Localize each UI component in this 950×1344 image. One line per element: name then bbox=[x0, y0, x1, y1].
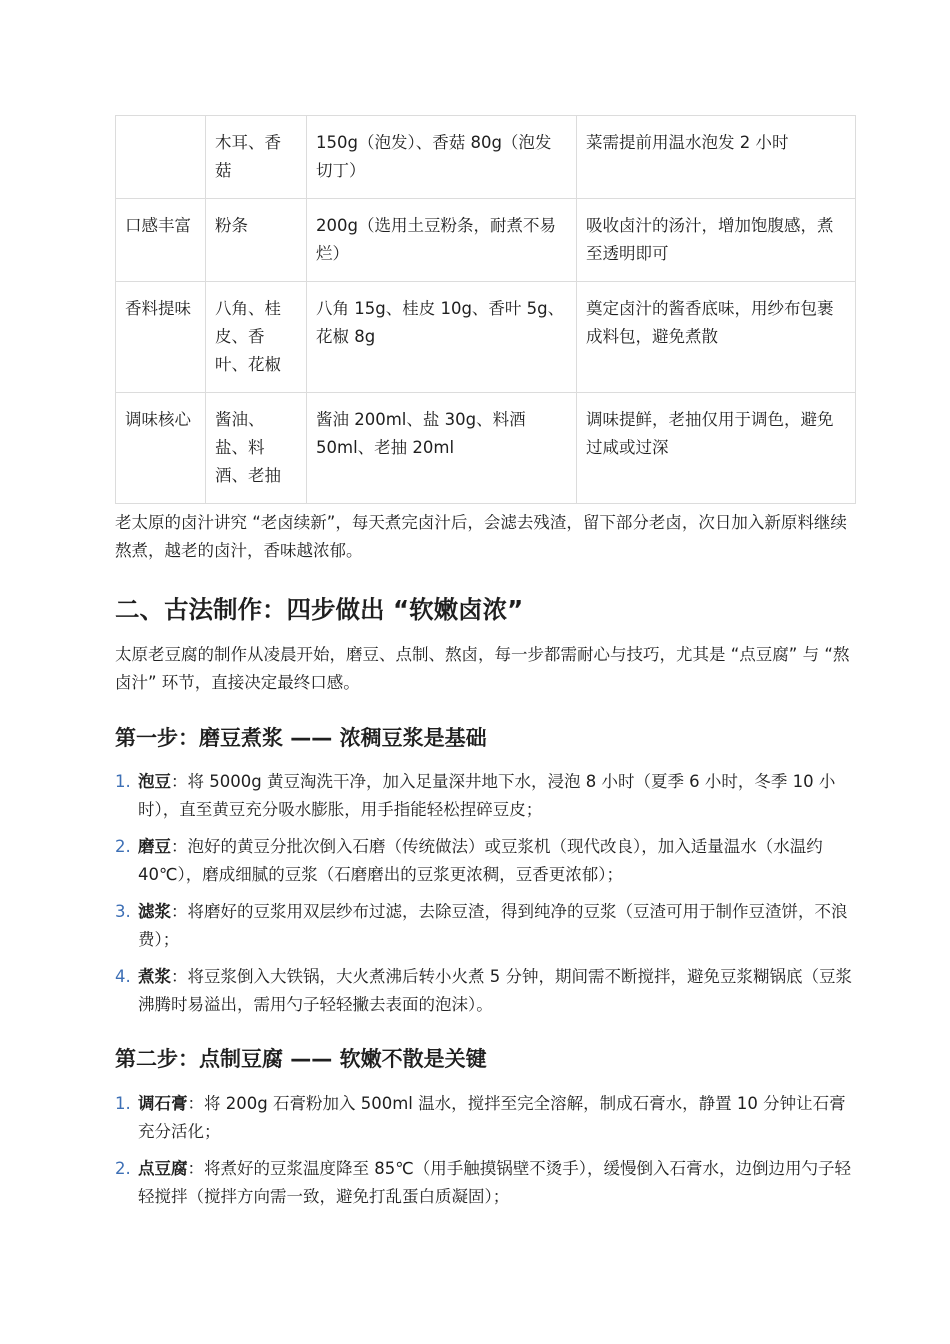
table-cell-category bbox=[116, 116, 206, 199]
list-item bbox=[115, 833, 855, 889]
table-cell-category: 香料提味 bbox=[116, 282, 206, 393]
list-number: 3. bbox=[115, 902, 131, 921]
list-item-label: 调石膏 bbox=[138, 1094, 188, 1113]
table-cell-note: 奠定卤汁的酱香底味，用纱布包裹成料包，避免煮散 bbox=[577, 282, 856, 393]
step2-list bbox=[115, 1090, 855, 1220]
table-cell-category: 调味核心 bbox=[116, 393, 206, 504]
table-row bbox=[116, 199, 856, 282]
list-number: 1. bbox=[115, 1094, 131, 1113]
list-number: 1. bbox=[115, 772, 131, 791]
table-row bbox=[116, 393, 856, 504]
section-heading: 二、古法制作：四步做出 “软嫩卤浓” bbox=[115, 595, 524, 624]
list-item bbox=[115, 768, 855, 824]
list-item-text: ：将煮好的豆浆温度降至 85℃（用手触摸锅壁不烫手），缓慢倒入石膏水，边倒边用勺子轻轻搅拌（搅拌方向需一致，避免打乱蛋白质凝固）； bbox=[138, 1159, 852, 1206]
table-cell-category: 口感丰富 bbox=[116, 199, 206, 282]
ingredients-table bbox=[115, 115, 856, 504]
list-item-label: 煮浆 bbox=[138, 967, 171, 986]
section-intro: 太原老豆腐的制作从凌晨开始，磨豆、点制、熬卤，每一步都需耐心与技巧，尤其是 “点豆腐” 与 “熬卤汁” 环节，直接决定最终口感。 bbox=[115, 645, 850, 692]
step2-heading: 第二步：点制豆腐 —— 软嫩不散是关键 bbox=[115, 1047, 487, 1071]
list-number: 2. bbox=[115, 1159, 131, 1178]
step1-heading: 第一步：磨豆煮浆 —— 浓稠豆浆是基础 bbox=[115, 726, 487, 750]
old-brine-paragraph: 老太原的卤汁讲究 “老卤续新”，每天煮完卤汁后，会滤去残渣，留下部分老卤，次日加入新原料继续熬煮，越老的卤汁，香味越浓郁。 bbox=[115, 513, 847, 560]
table-cell-note: 调味提鲜，老抽仅用于调色，避免过咸或过深 bbox=[577, 393, 856, 504]
table-cell-amount: 八角 15g、桂皮 10g、香叶 5g、花椒 8g bbox=[307, 282, 577, 393]
list-item-label: 点豆腐 bbox=[138, 1159, 188, 1178]
list-item bbox=[115, 963, 855, 1019]
list-item bbox=[115, 1155, 855, 1211]
list-item bbox=[115, 1090, 855, 1146]
list-item-label: 磨豆 bbox=[138, 837, 171, 856]
list-item bbox=[115, 898, 855, 954]
table-cell-note: 吸收卤汁的汤汁，增加饱腹感，煮至透明即可 bbox=[577, 199, 856, 282]
list-item-text: ：将磨好的豆浆用双层纱布过滤，去除豆渣，得到纯净的豆浆（豆渣可用于制作豆渣饼，不浪费）； bbox=[138, 902, 848, 949]
list-number: 4. bbox=[115, 967, 131, 986]
list-item-label: 泡豆 bbox=[138, 772, 171, 791]
table-cell-item: 粉条 bbox=[206, 199, 307, 282]
table-cell-item: 八角、桂皮、香叶、花椒 bbox=[206, 282, 307, 393]
list-item-label: 滤浆 bbox=[138, 902, 171, 921]
step1-list bbox=[115, 768, 855, 1028]
table-cell-amount: 酱油 200ml、盐 30g、料酒 50ml、老抽 20ml bbox=[307, 393, 577, 504]
table-row bbox=[116, 282, 856, 393]
table-row bbox=[116, 116, 856, 199]
table-cell-item: 木耳、香菇 bbox=[206, 116, 307, 199]
table-cell-item: 酱油、盐、料酒、老抽 bbox=[206, 393, 307, 504]
table-cell-amount: 200g（选用土豆粉条，耐煮不易烂） bbox=[307, 199, 577, 282]
list-item-text: ：泡好的黄豆分批次倒入石磨（传统做法）或豆浆机（现代改良），加入适量温水（水温约 40℃），磨成细腻的豆浆（石磨磨出的豆浆更浓稠，豆香更浓郁）； bbox=[138, 837, 823, 884]
table-cell-amount: 150g（泡发）、香菇 80g（泡发切丁） bbox=[307, 116, 577, 199]
table-cell-note: 菜需提前用温水泡发 2 小时 bbox=[577, 116, 856, 199]
list-item-text: ：将 5000g 黄豆淘洗干净，加入足量深井地下水，浸泡 8 小时（夏季 6 小时，冬季 10 小时），直至黄豆充分吸水膨胀，用手指能轻松捏碎豆皮； bbox=[138, 772, 836, 819]
list-item-text: ：将 200g 石膏粉加入 500ml 温水，搅拌至完全溶解，制成石膏水，静置 10 分钟让石膏充分活化； bbox=[138, 1094, 846, 1141]
list-number: 2. bbox=[115, 837, 131, 856]
list-item-text: ：将豆浆倒入大铁锅，大火煮沸后转小火煮 5 分钟，期间需不断搅拌，避免豆浆糊锅底（豆浆沸腾时易溢出，需用勺子轻轻撇去表面的泡沫）。 bbox=[138, 967, 852, 1014]
